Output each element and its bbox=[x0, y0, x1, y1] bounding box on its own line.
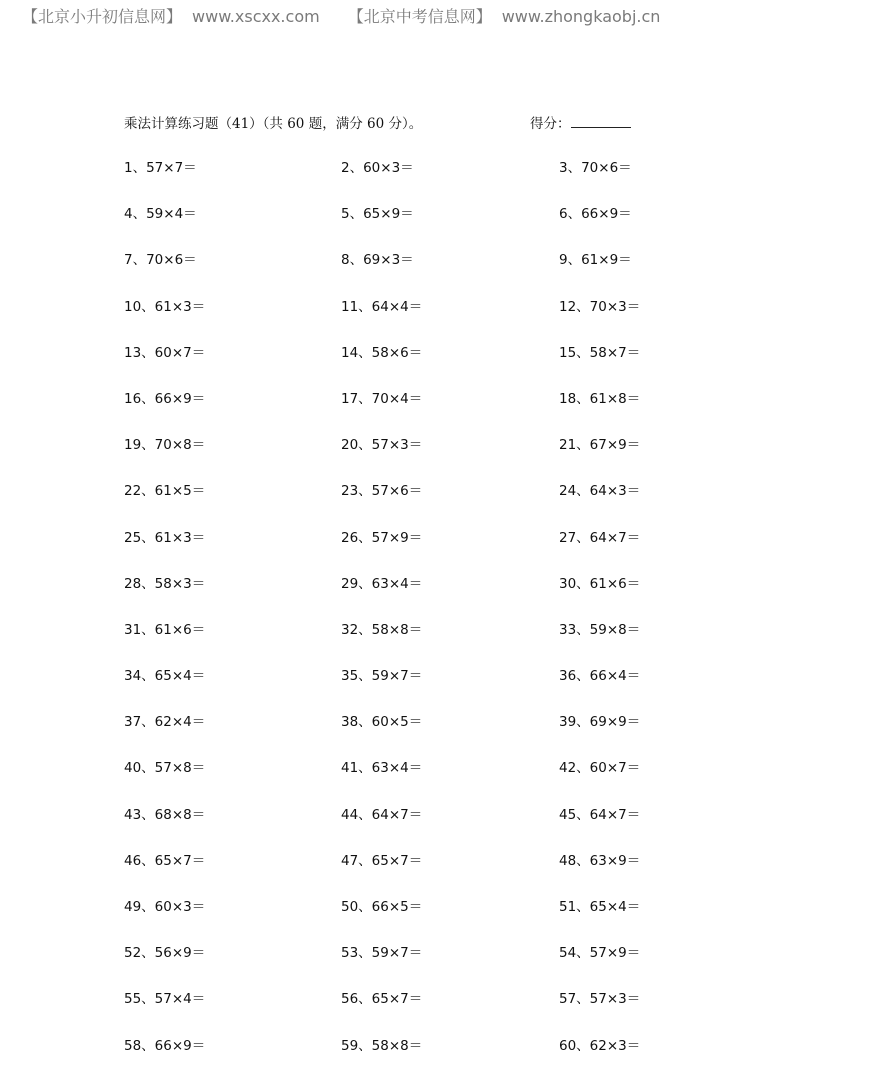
problem-item: 5、65×9＝ bbox=[341, 206, 414, 223]
problem-item: 59、58×8＝ bbox=[341, 1037, 423, 1054]
problem-item: 47、65×7＝ bbox=[341, 852, 423, 869]
problem-item: 42、60×7＝ bbox=[559, 760, 641, 777]
problem-item: 35、59×7＝ bbox=[341, 668, 423, 685]
problem-item: 16、66×9＝ bbox=[124, 390, 206, 407]
problem-item: 13、60×7＝ bbox=[124, 344, 206, 361]
problem-item: 29、63×4＝ bbox=[341, 575, 423, 592]
problem-item: 28、58×3＝ bbox=[124, 575, 206, 592]
problem-item: 26、57×9＝ bbox=[341, 529, 423, 546]
problem-item: 4、59×4＝ bbox=[124, 206, 197, 223]
problem-item: 38、60×5＝ bbox=[341, 714, 423, 731]
problem-item: 1、57×7＝ bbox=[124, 160, 197, 176]
problem-item: 33、59×8＝ bbox=[559, 621, 641, 638]
problem-item: 48、63×9＝ bbox=[559, 852, 641, 869]
problem-item: 34、65×4＝ bbox=[124, 668, 206, 685]
problem-item: 7、70×6＝ bbox=[124, 252, 197, 269]
site1-url[interactable]: www.xscxx.com bbox=[192, 7, 320, 26]
site1-name: 【北京小升初信息网】 bbox=[22, 7, 183, 26]
problem-item: 21、67×9＝ bbox=[559, 437, 641, 454]
problem-item: 15、58×7＝ bbox=[559, 344, 641, 361]
problem-item: 9、61×9＝ bbox=[559, 252, 632, 269]
problem-grid bbox=[124, 158, 784, 1082]
problem-item: 20、57×3＝ bbox=[341, 437, 423, 454]
problem-item: 51、65×4＝ bbox=[559, 899, 641, 915]
problem-item: 19、70×8＝ bbox=[124, 437, 206, 454]
problem-item: 53、59×7＝ bbox=[341, 945, 423, 962]
problem-item: 31、61×6＝ bbox=[124, 621, 206, 638]
problem-item: 17、70×4＝ bbox=[341, 390, 423, 407]
problem-item: 27、64×7＝ bbox=[559, 529, 641, 546]
problem-item: 56、65×7＝ bbox=[341, 991, 423, 1008]
problem-item: 8、69×3＝ bbox=[341, 252, 414, 269]
problem-item: 18、61×8＝ bbox=[559, 390, 641, 407]
problem-item: 43、68×8＝ bbox=[124, 806, 206, 823]
worksheet-title-line bbox=[124, 112, 664, 134]
problem-item: 50、66×5＝ bbox=[341, 899, 423, 915]
problem-item: 36、66×4＝ bbox=[559, 668, 641, 685]
problem-item: 2、60×3＝ bbox=[341, 160, 414, 176]
problem-item: 41、63×4＝ bbox=[341, 760, 423, 777]
problem-item: 55、57×4＝ bbox=[124, 991, 206, 1008]
score-field bbox=[530, 112, 631, 132]
problem-item: 3、70×6＝ bbox=[559, 160, 632, 176]
problem-item: 40、57×8＝ bbox=[124, 760, 206, 777]
problem-item: 39、69×9＝ bbox=[559, 714, 641, 731]
problem-item: 11、64×4＝ bbox=[341, 298, 423, 315]
site-header bbox=[22, 4, 660, 28]
problem-item: 45、64×7＝ bbox=[559, 806, 641, 823]
problem-item: 37、62×4＝ bbox=[124, 714, 206, 731]
problem-item: 58、66×9＝ bbox=[124, 1037, 206, 1054]
problem-item: 46、65×7＝ bbox=[124, 852, 206, 869]
problem-item: 54、57×9＝ bbox=[559, 945, 641, 962]
score-blank-line bbox=[571, 113, 631, 128]
problem-item: 60、62×3＝ bbox=[559, 1037, 641, 1054]
problem-item: 49、60×3＝ bbox=[124, 899, 206, 915]
problem-item: 22、61×5＝ bbox=[124, 483, 206, 500]
problem-item: 10、61×3＝ bbox=[124, 298, 206, 315]
problem-item: 52、56×9＝ bbox=[124, 945, 206, 962]
score-label: 得分： bbox=[530, 116, 571, 132]
problem-item: 12、70×3＝ bbox=[559, 298, 641, 315]
problem-item: 32、58×8＝ bbox=[341, 621, 423, 638]
problem-item: 24、64×3＝ bbox=[559, 483, 641, 500]
problem-item: 14、58×6＝ bbox=[341, 344, 423, 361]
problem-item: 57、57×3＝ bbox=[559, 991, 641, 1008]
worksheet-title: 乘法计算练习题（41）（共 60 题，满分 60 分）。 bbox=[124, 116, 423, 132]
problem-item: 23、57×6＝ bbox=[341, 483, 423, 500]
problem-item: 25、61×3＝ bbox=[124, 529, 206, 546]
problem-item: 44、64×7＝ bbox=[341, 806, 423, 823]
problem-item: 6、66×9＝ bbox=[559, 206, 632, 223]
problem-item: 30、61×6＝ bbox=[559, 575, 641, 592]
site2-url[interactable]: www.zhongkaobj.cn bbox=[501, 7, 661, 26]
site2-name: 【北京中考信息网】 bbox=[347, 7, 492, 26]
